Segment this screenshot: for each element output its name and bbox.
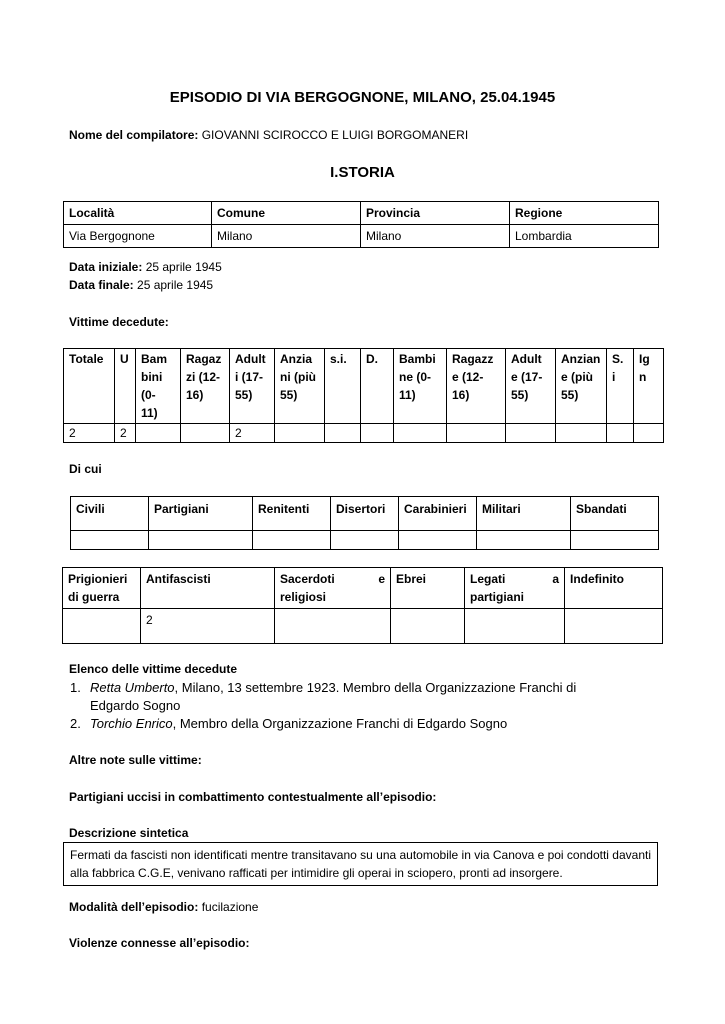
other-notes-label: Altre note sulle vittime: [69,753,202,767]
categories-2-value-cell [391,609,465,644]
victims-value-cell [136,424,181,443]
categories-1-value-cell [253,531,331,550]
location-table [63,201,659,248]
victims-header-cell: D. [361,349,394,424]
categories-1-header-row [71,497,659,531]
modality-line [69,900,258,914]
description-label: Descrizione sintetica [69,826,189,840]
partisans-label: Partigiani uccisi in combattimento contestualmente all’episodio: [69,790,437,804]
end-date-label: Data finale: [69,278,134,292]
categories-1-header-cell: Partigiani [149,497,253,531]
victims-table [63,348,664,443]
categories-1-header-cell: Disertori [331,497,399,531]
categories-2-header-row [63,568,663,609]
page-title: EPISODIO DI VIA BERGOGNONE, MILANO, 25.04.1945 [169,89,556,106]
categories-1-value-cell [399,531,477,550]
victim-name: Retta Umberto [90,680,175,695]
section-title: I.STORIA [330,164,395,181]
location-value-cell: Via Bergognone [64,225,212,248]
categories-2-header-cell: Ebrei [391,568,465,609]
location-value-cell: Milano [212,225,361,248]
victims-header-cell: U [115,349,136,424]
victims-value-cell [361,424,394,443]
location-value-row [64,225,659,248]
victims-header-cell: Adult e (17- 55) [506,349,556,424]
modality-value: fucilazione [201,900,259,914]
victims-value-cell [275,424,325,443]
victims-header-cell: Ig n [634,349,664,424]
victims-header-cell: Anzian e (più 55) [556,349,607,424]
categories-2-value-cell [565,609,663,644]
categories-1-header-cell: Civili [71,497,149,531]
compiler-label: Nome del compilatore: [69,128,199,142]
victims-header-cell: Totale [64,349,115,424]
victims-header-cell: s.i. [325,349,361,424]
victims-value-cell: 2 [115,424,136,443]
location-header-cell: Regione [510,202,659,225]
victim-details: , Milano, 13 settembre 1923. Membro della Organizzazione Franchi di [174,680,577,695]
victims-value-row [64,424,664,443]
categories-table-1 [70,496,659,550]
modality-label: Modalità dell’episodio: [69,900,199,914]
start-date-value: 25 aprile 1945 [145,260,222,274]
victim-name: Torchio Enrico [90,716,173,731]
victims-value-cell [325,424,361,443]
victims-header-cell: Ragaz zi (12- 16) [181,349,230,424]
categories-1-header-cell: Renitenti [253,497,331,531]
victims-header-cell: S. i [607,349,634,424]
categories-1-value-cell [571,531,659,550]
categories-1-header-cell: Sbandati [571,497,659,531]
victims-value-cell [607,424,634,443]
victims-header-cell: Bam bini (0- 11) [136,349,181,424]
victims-header-cell: Ragazze (12-16) [447,349,506,424]
victims-value-cell [447,424,506,443]
victims-header-cell: Anzia ni (più 55) [275,349,325,424]
victim-details-continued: Edgardo Sogno [90,698,181,713]
list-item-number: 1. [70,680,81,695]
categories-2-value-row [63,609,663,644]
list-item [70,679,650,715]
categories-1-header-cell: Carabinieri [399,497,477,531]
victims-value-cell [634,424,664,443]
categories-2-value-cell [465,609,565,644]
victims-label: Vittime decedute: [69,315,169,329]
start-date [69,260,222,274]
categories-2-value-cell [63,609,141,644]
categories-2-value-cell [275,609,391,644]
victims-header-cell: Bambi ne (0- 11) [394,349,447,424]
categories-1-value-cell [71,531,149,550]
categories-2-header-cell: Indefinito [565,568,663,609]
victims-value-cell: 2 [230,424,275,443]
categories-table-2 [62,567,663,644]
location-value-cell: Lombardia [510,225,659,248]
victims-header-cell: Adult i (17- 55) [230,349,275,424]
start-date-label: Data iniziale: [69,260,143,274]
list-item-number: 2. [70,716,81,731]
victims-value-cell [181,424,230,443]
location-header-cell: Provincia [361,202,510,225]
location-value-cell: Milano [361,225,510,248]
categories-2-header-cell: Prigionieri di guerra [63,568,141,609]
victims-value-cell [506,424,556,443]
categories-1-header-cell: Militari [477,497,571,531]
compiler-line [69,128,468,142]
location-header-cell: Località [64,202,212,225]
categories-2-header-cell: Antifascisti [141,568,275,609]
victims-value-cell [556,424,607,443]
victim-details: , Membro della Organizzazione Franchi di Edgardo Sogno [172,716,508,731]
victims-value-cell [394,424,447,443]
location-header-cell: Comune [212,202,361,225]
categories-1-value-cell [477,531,571,550]
violence-label: Violenze connesse all’episodio: [69,936,250,950]
victims-value-cell: 2 [64,424,115,443]
categories-2-header-cell: Legati a partigiani [465,568,565,609]
compiler-value: GIOVANNI SCIROCCO E LUIGI BORGOMANERI [201,128,469,142]
categories-1-value-row [71,531,659,550]
victims-header-row [64,349,664,424]
end-date [69,278,213,292]
categories-1-value-cell [149,531,253,550]
di-cui-label: Di cui [69,462,102,476]
categories-1-value-cell [331,531,399,550]
list-item [70,715,650,733]
description-box: Fermati da fascisti non identificati mentre transitavano su una automobile in via Canova e poi condotti davanti alla fabbrica C.G.E, venivano rafficati per intimidire gli operai in sciopero, pronti ad insorgere. [63,842,658,886]
categories-2-value-cell: 2 [141,609,275,644]
victims-list-label: Elenco delle vittime decedute [69,662,238,676]
location-header-row [64,202,659,225]
categories-2-header-cell: Sacerdoti e religiosi [275,568,391,609]
end-date-value: 25 aprile 1945 [137,278,214,292]
